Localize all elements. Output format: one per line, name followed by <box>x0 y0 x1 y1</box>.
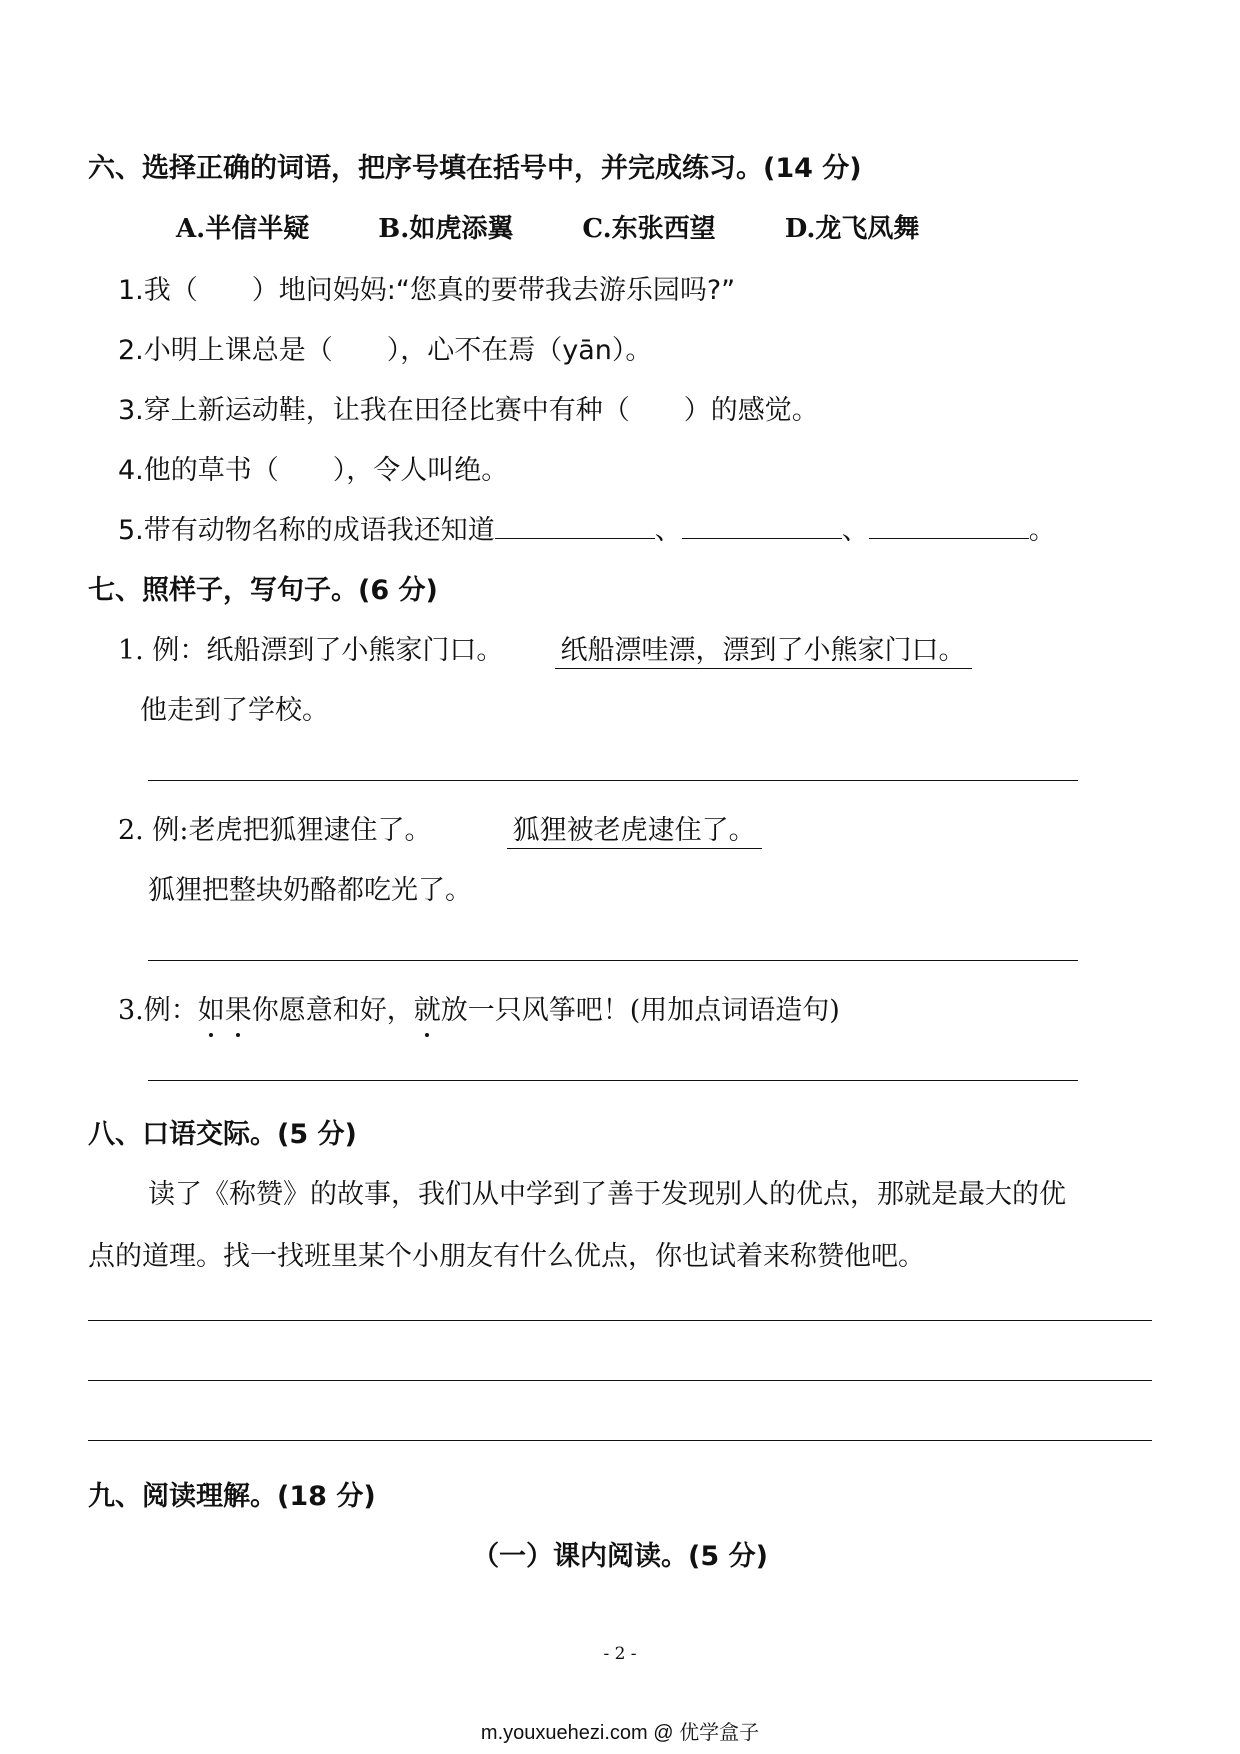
question-3: 3.穿上新运动鞋，让我在田径比赛中有种（ ）的感觉。 <box>118 395 819 426</box>
question-2: 2.小明上课总是（ ），心不在焉（yān）。 <box>118 335 653 366</box>
dotted-char: 如 <box>198 988 225 1027</box>
example-2 <box>118 808 762 847</box>
section-8-para-line-1: 读了《称赞》的故事，我们从中学到了善于发现别人的优点，那就是最大的优 <box>148 1179 1066 1210</box>
separator: 、 <box>841 515 869 546</box>
writing-line-2[interactable] <box>88 1380 1152 1381</box>
section-6-heading: 六、选择正确的词语，把序号填在括号中，并完成练习。(14 分) <box>88 153 862 184</box>
question-4: 4.他的草书（ ），令人叫绝。 <box>118 455 509 486</box>
answer-line-3[interactable] <box>148 1080 1078 1081</box>
dotted-char: 就 <box>414 988 441 1027</box>
example-2-answer: 狐狸被老虎逮住了。 <box>507 815 762 849</box>
dotted-char: 果 <box>225 988 252 1027</box>
section-8-heading: 八、口语交际。(5 分) <box>88 1119 357 1150</box>
answer-blank-1[interactable] <box>495 514 655 539</box>
section-8-para-line-2: 点的道理。找一找班里某个小朋友有什么优点，你也试着来称赞他吧。 <box>88 1241 925 1272</box>
writing-line-1[interactable] <box>88 1320 1152 1321</box>
answer-line-1[interactable] <box>148 780 1078 781</box>
option-a: A.半信半疑 <box>176 214 310 244</box>
option-b: B.如虎添翼 <box>378 214 514 244</box>
example-1-task: 他走到了学校。 <box>140 695 329 726</box>
example-1 <box>118 628 972 667</box>
page-number: - 2 - <box>603 1644 637 1664</box>
section-9-subheading: （一）课内阅读。(5 分) <box>472 1541 768 1572</box>
example-1-prefix: 1. 例：纸船漂到了小熊家门口。 <box>118 635 504 666</box>
question-5 <box>118 508 1056 547</box>
question-1: 1.我（ ）地问妈妈:“您真的要带我去游乐园吗?” <box>118 275 736 306</box>
separator: 、 <box>654 515 682 546</box>
footer-watermark: m.youxuehezi.com @ 优学盒子 <box>480 1722 760 1744</box>
example-3 <box>118 988 840 1027</box>
writing-line-3[interactable] <box>88 1440 1152 1441</box>
example-1-answer: 纸船漂哇漂，漂到了小熊家门口。 <box>555 635 972 669</box>
answer-blank-3[interactable] <box>869 514 1029 539</box>
section-9-heading: 九、阅读理解。(18 分) <box>88 1481 376 1512</box>
section-7-heading: 七、照样子，写句子。(6 分) <box>88 575 438 606</box>
example-2-task: 狐狸把整块奶酪都吃光了。 <box>148 875 472 906</box>
example-3-prefix: 3.例： <box>118 995 198 1026</box>
example-3-mid: 你愿意和好， <box>251 995 414 1026</box>
question-5-text: 5.带有动物名称的成语我还知道 <box>118 515 495 546</box>
answer-line-2[interactable] <box>148 960 1078 961</box>
example-3-end: 放一只风筝吧！(用加点词语造句) <box>440 995 840 1026</box>
answer-blank-2[interactable] <box>682 514 842 539</box>
options-row <box>176 208 979 245</box>
period: 。 <box>1028 515 1056 546</box>
example-2-prefix: 2. 例:老虎把狐狸逮住了。 <box>118 815 432 846</box>
option-c: C.东张西望 <box>582 214 716 244</box>
option-d: D.龙飞凤舞 <box>784 214 920 244</box>
